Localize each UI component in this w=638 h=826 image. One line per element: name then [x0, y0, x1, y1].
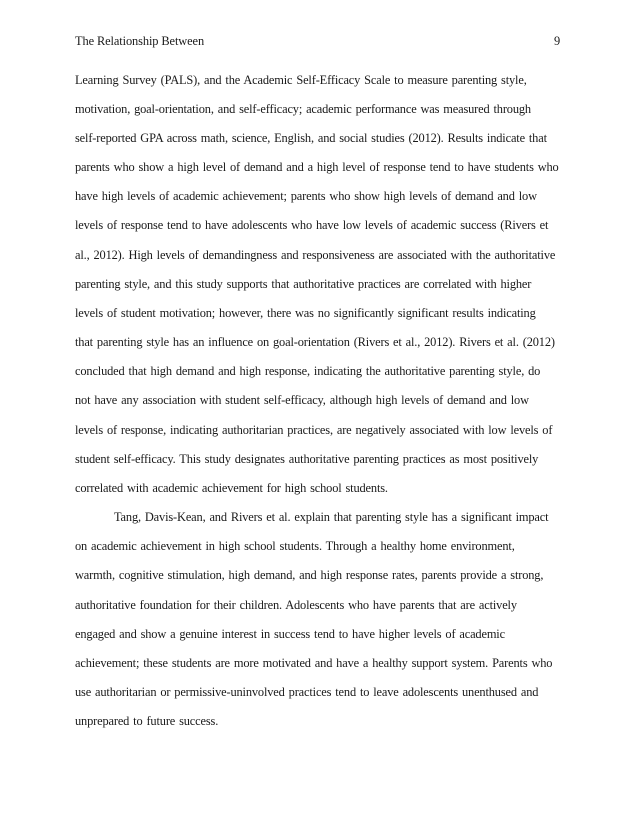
- body-line: on academic achievement in high school students. Through a healthy home environment,: [75, 539, 515, 553]
- body-line: levels of response, indicating authoritarian practices, are negatively associated with low levels of: [75, 423, 553, 437]
- body-line: motivation, goal-orientation, and self-efficacy; academic performance was measured through: [75, 102, 531, 116]
- body-line: self-reported GPA across math, science, English, and social studies (2012). Results indicate that: [75, 131, 547, 145]
- body-line: Learning Survey (PALS), and the Academic Self-Efficacy Scale to measure parenting style,: [75, 73, 527, 87]
- body-line: achievement; these students are more motivated and have a healthy support system. Parents who: [75, 656, 553, 670]
- body-line: student self-efficacy. This study designates authoritative parenting practices as most positively: [75, 452, 539, 466]
- body-line: concluded that high demand and high response, indicating the authoritative parenting style, do: [75, 364, 541, 378]
- body-line: warmth, cognitive stimulation, high demand, and high response rates, parents provide a strong,: [75, 568, 544, 582]
- body-line: parents who show a high level of demand and a high level of response tend to have students who: [75, 160, 559, 174]
- body-line: not have any association with student self-efficacy, although high levels of demand and low: [75, 393, 529, 407]
- body-line: use authoritarian or permissive-uninvolved practices tend to leave adolescents unenthused and: [75, 685, 539, 699]
- paragraph-first-line: Tang, Davis-Kean, and Rivers et al. explain that parenting style has a significant impact: [114, 510, 549, 524]
- body-line: levels of response tend to have adolescents who have low levels of academic success (Rivers et: [75, 218, 549, 232]
- body-line: that parenting style has an influence on goal-orientation (Rivers et al., 2012). Rivers et al. (2012): [75, 335, 555, 349]
- body-line: authoritative foundation for their children. Adolescents who have parents that are actively: [75, 598, 517, 612]
- page-number: 9: [554, 34, 561, 48]
- body-line: correlated with academic achievement for high school students.: [75, 481, 388, 495]
- body-line: al., 2012). High levels of demandingness and responsiveness are associated with the authoritative: [75, 248, 556, 262]
- body-line: parenting style, and this study supports that authoritative practices are correlated with higher: [75, 277, 532, 291]
- body-line: engaged and show a genuine interest in success tend to have higher levels of academic: [75, 627, 505, 641]
- body-line: unprepared to future success.: [75, 714, 219, 728]
- body-line: levels of student motivation; however, there was no significantly significant results indicating: [75, 306, 536, 320]
- body-line: have high levels of academic achievement; parents who show high levels of demand and low: [75, 189, 537, 203]
- running-head: The Relationship Between: [75, 34, 205, 48]
